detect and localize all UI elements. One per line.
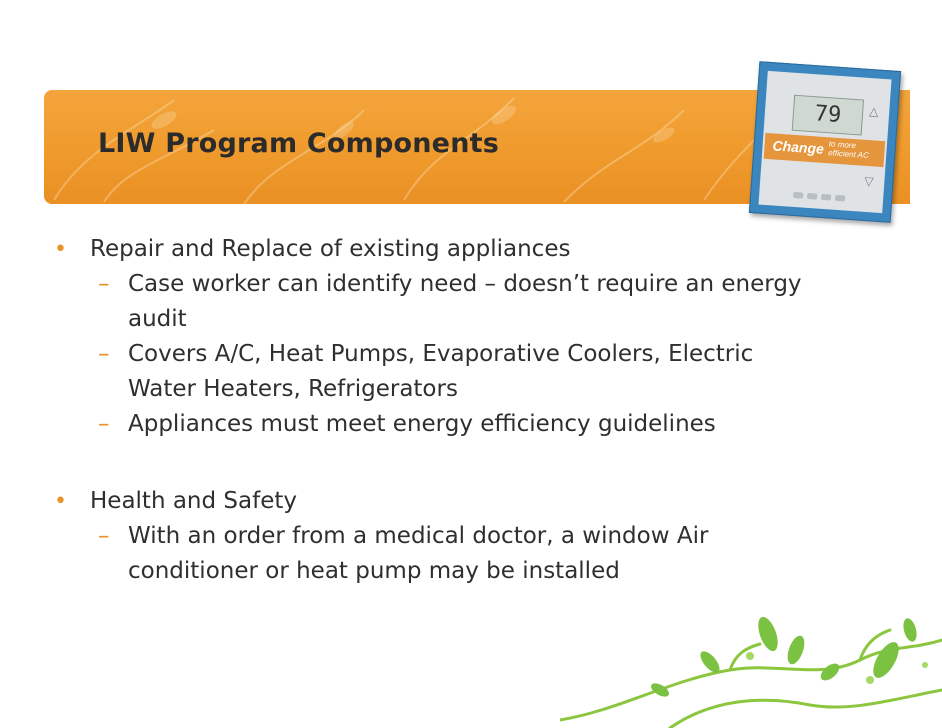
bullet-icon: •	[54, 237, 67, 262]
down-arrow-icon: ▽	[863, 173, 875, 189]
dash-icon: –	[98, 271, 110, 297]
bullet-text: Repair and Replace of existing appliances	[90, 236, 571, 262]
tagline-line-2: efficient AC	[827, 148, 870, 161]
bullet-list	[54, 232, 884, 589]
sub-list	[54, 267, 884, 442]
bullet-text: Health and Safety	[90, 488, 297, 514]
bullet-item	[54, 484, 884, 589]
sub-line-1: With an order from a medical doctor, a window Air	[128, 523, 709, 549]
vine-decoration	[560, 610, 942, 728]
change-brand-text: Change	[772, 137, 825, 157]
sub-line-1: Case worker can identify need – doesn’t require an energy	[128, 271, 802, 297]
up-arrow-icon: △	[868, 104, 879, 119]
spacer	[54, 442, 884, 484]
sub-line-2: audit	[128, 306, 187, 332]
sub-line-1: Appliances must meet energy efficiency guidelines	[128, 411, 716, 437]
sub-item	[54, 267, 884, 337]
sub-list	[54, 519, 884, 589]
bullet-item	[54, 232, 884, 442]
sub-item	[54, 337, 884, 407]
sub-line-2: conditioner or heat pump may be installed	[128, 558, 620, 584]
dash-icon: –	[98, 523, 110, 549]
dash-icon: –	[98, 341, 110, 367]
sub-line-1: Covers A/C, Heat Pumps, Evaporative Coolers, Electric	[128, 341, 754, 367]
sub-item	[54, 519, 884, 589]
change-tagline	[828, 139, 870, 160]
thermostat-image	[749, 61, 901, 223]
dash-icon: –	[98, 411, 110, 437]
sub-item	[54, 407, 884, 442]
slide-title: LIW Program Components	[98, 128, 499, 159]
thermostat-buttons	[793, 183, 854, 197]
thermostat-display: 79	[792, 95, 864, 136]
sub-line-2: Water Heaters, Refrigerators	[128, 376, 458, 402]
bullet-icon: •	[54, 489, 67, 514]
tagline-line-1: to more	[828, 139, 857, 151]
